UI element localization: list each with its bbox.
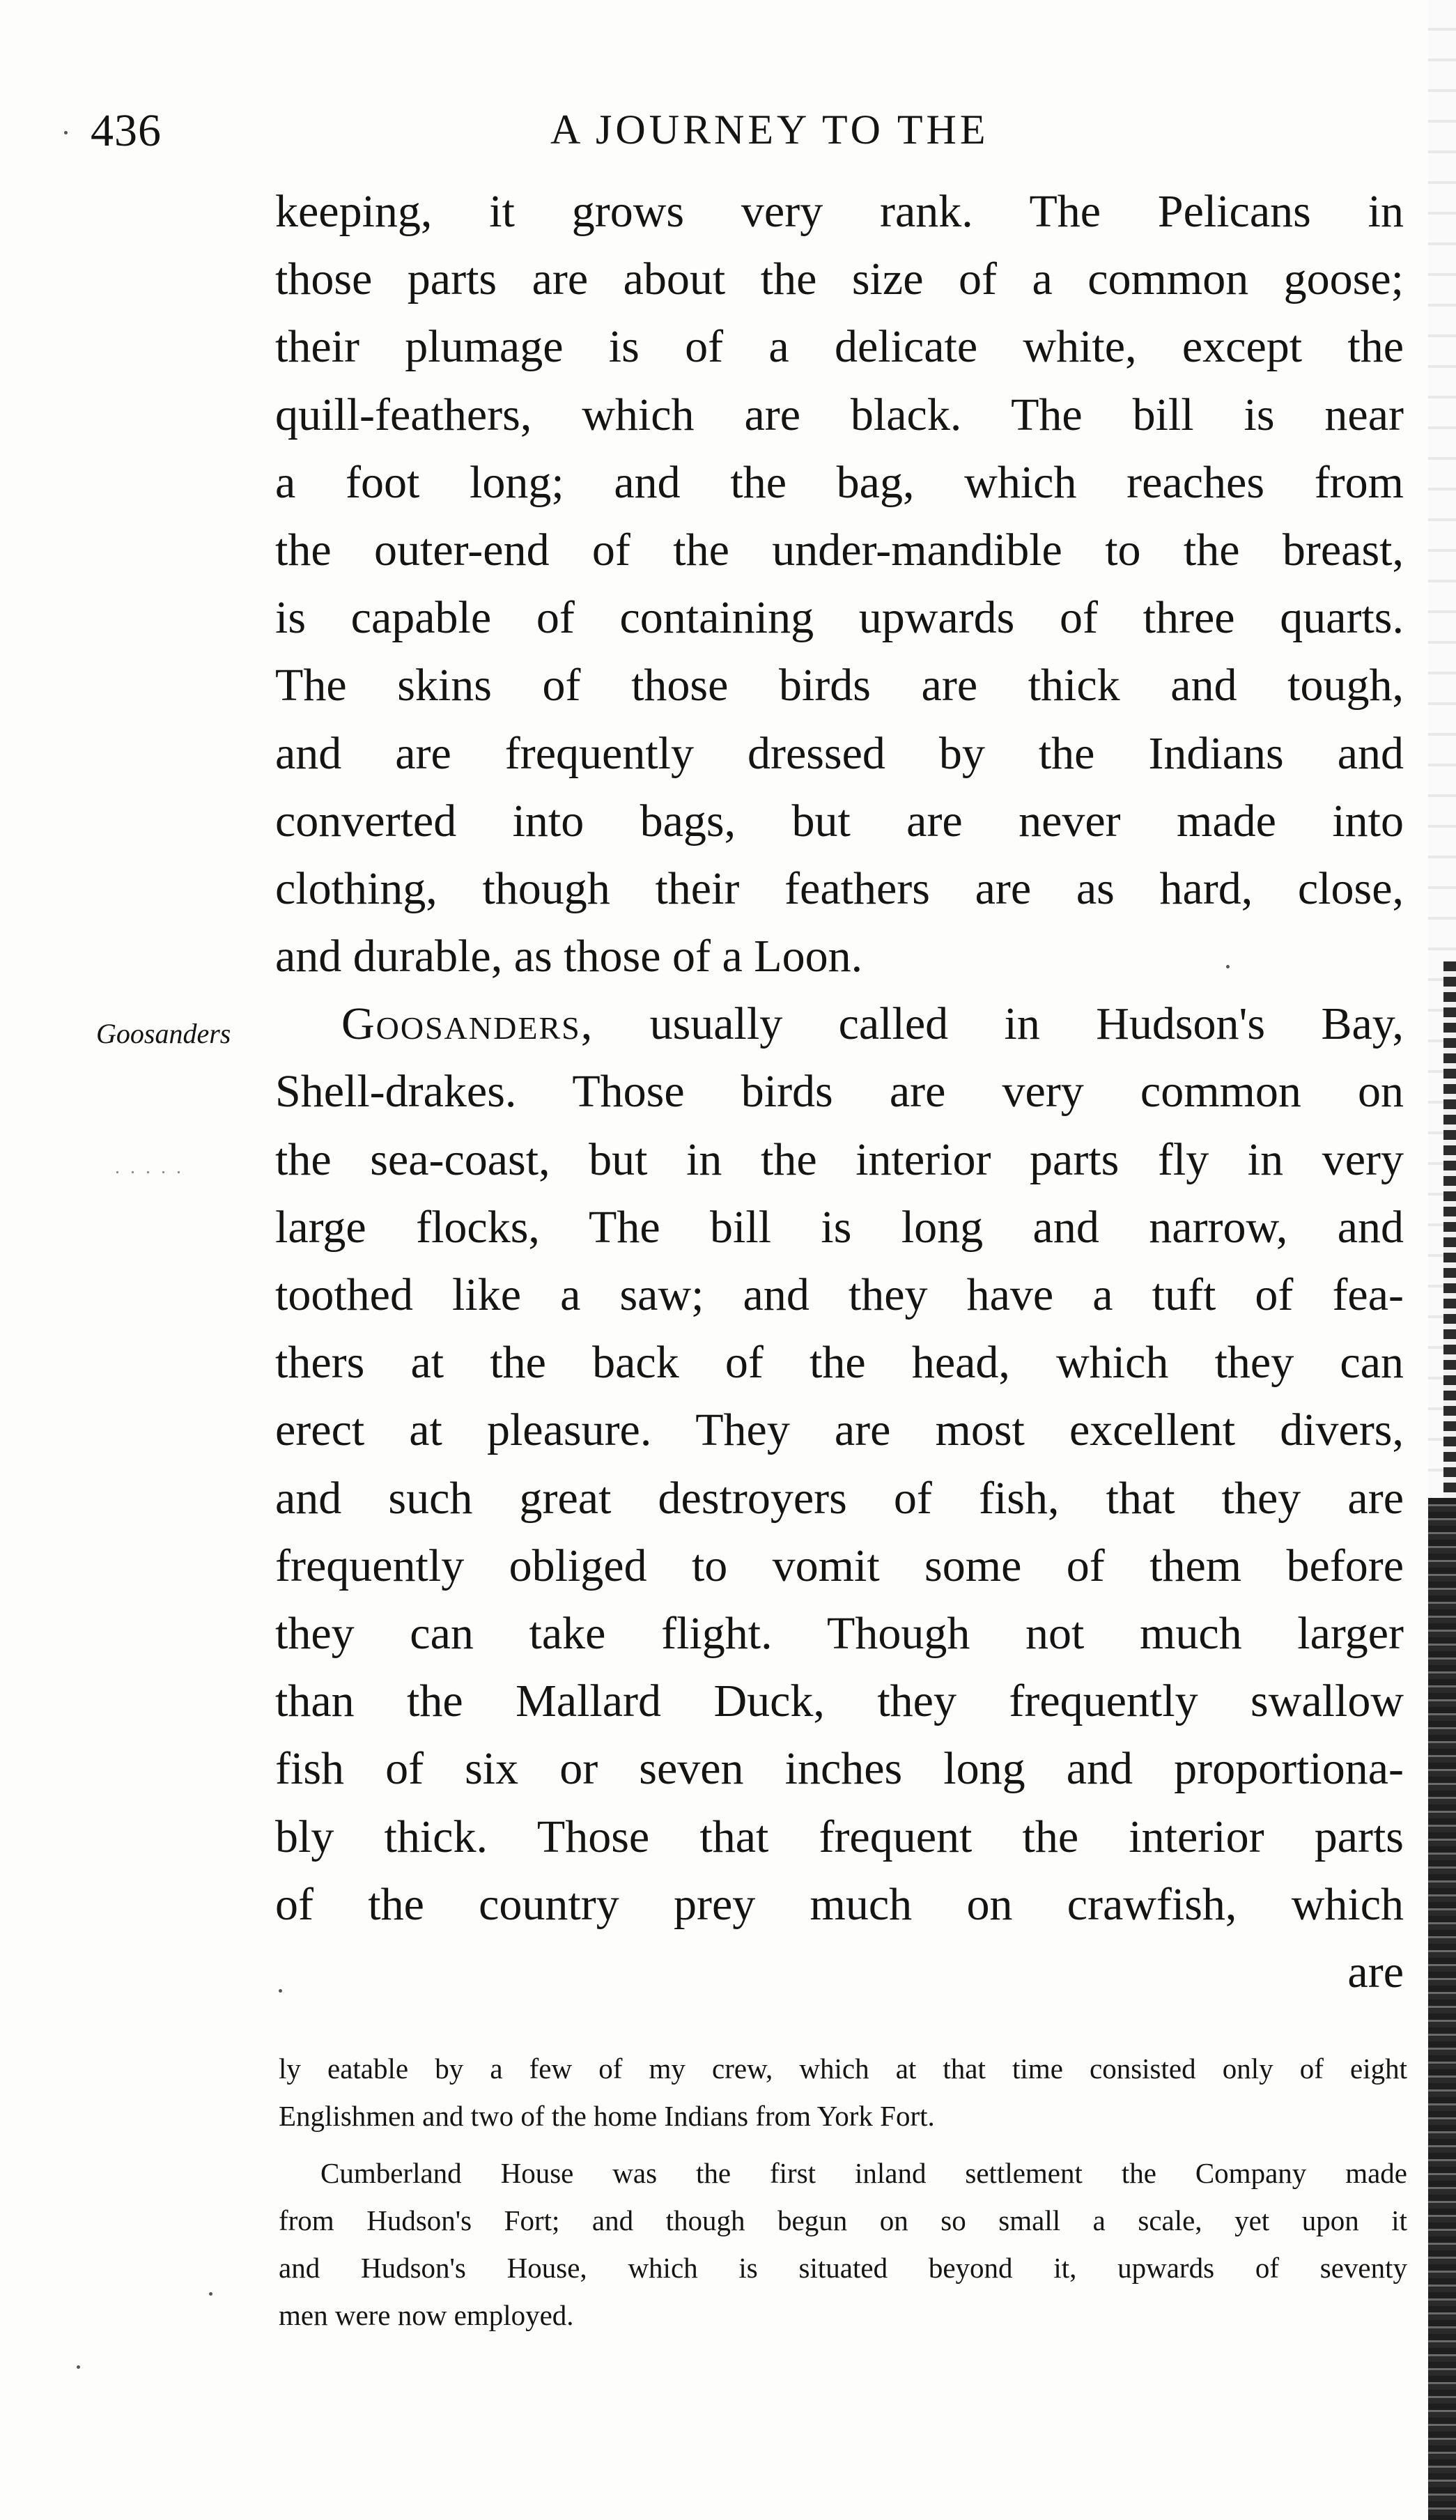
footnote-line: ly eatable by a few of my crew, which at that time consisted only of eight [279,2053,1407,2085]
goosanders-heading: Goosanders, [341,998,594,1050]
footnote-line: and Hudson's House, which is situated beyond it, upwards of seventy [279,2252,1407,2284]
page-edge-shadow [1443,961,1456,1498]
text-line: their plumage is of a delicate white, except the [275,321,1404,373]
text-line: bly thick. Those that frequent the interior parts [275,1811,1404,1862]
scan-speck [64,131,68,134]
text-line: than the Mallard Duck, they frequently swallow [275,1676,1404,1727]
catchword: are [1347,1946,1404,1997]
page-number: 436 [91,105,162,156]
text-line: fish of six or seven inches long and proportiona- [275,1743,1404,1795]
goosanders-paragraph-first-line [275,990,1404,1058]
text-line: is capable of containing upwards of three quarts. [275,592,1404,644]
text-line-rest: usually called in Hudson's Bay, [649,998,1404,1050]
margin-marks: . . . . . [115,1157,184,1178]
text-line: they can take flight. Though not much larger [275,1607,1404,1659]
footnotes [279,2045,1407,2339]
footnote-line: men were now employed. [279,2299,574,2331]
binding-edge-dark [1428,1498,1456,2520]
text-line: and such great destroyers of fish, that they are [275,1472,1404,1524]
running-head-title: A JOURNEY TO THE [550,107,989,153]
text-line: thers at the back of the head, which they can [275,1337,1404,1389]
text-line: frequently obliged to vomit some of them before [275,1540,1404,1591]
text-line: the outer-end of the under-mandible to the breast, [275,524,1404,575]
text-line: keeping, it grows very rank. The Pelicans in [275,186,1404,237]
text-line: converted into bags, but are never made into [275,795,1404,847]
text-line: and durable, as those of a Loon. [275,931,863,982]
main-text-body [275,178,1404,2006]
footnote-line: Englishmen and two of the home Indians from York Fort. [279,2100,935,2132]
text-line: large flocks, The bill is long and narrow, and [275,1201,1404,1253]
running-head [70,91,1393,167]
margin-note-goosanders: Goosanders [96,1018,231,1049]
text-line: of the country prey much on crawfish, which [275,1878,1404,1930]
text-line: Shell-drakes. Those birds are very common on [275,1066,1404,1118]
scan-speck [1226,965,1230,968]
text-line: toothed like a saw; and they have a tuft of fea- [275,1269,1404,1320]
text-line: clothing, though their feathers are as hard, close, [275,863,1404,914]
scan-speck [279,1989,282,1993]
text-line: the sea-coast, but in the interior parts fly in very [275,1134,1404,1185]
text-line: those parts are about the size of a common goose; [275,254,1404,305]
scan-speck [209,2292,212,2296]
footnote-line: from Hudson's Fort; and though begun on so small a scale, yet upon it [279,2204,1407,2236]
footnote-gap [279,2140,1407,2149]
text-line: quill-feathers, which are black. The bill is near [275,389,1404,440]
text-line: The skins of those birds are thick and tough, [275,660,1404,711]
text-line: and are frequently dressed by the Indians and [275,727,1404,779]
scan-speck [77,2365,80,2369]
text-line: erect at pleasure. They are most excellent divers, [275,1405,1404,1456]
text-line: a foot long; and the bag, which reaches from [275,456,1404,508]
footnote-line: Cumberland House was the first inland settlement the Company made [320,2157,1407,2189]
